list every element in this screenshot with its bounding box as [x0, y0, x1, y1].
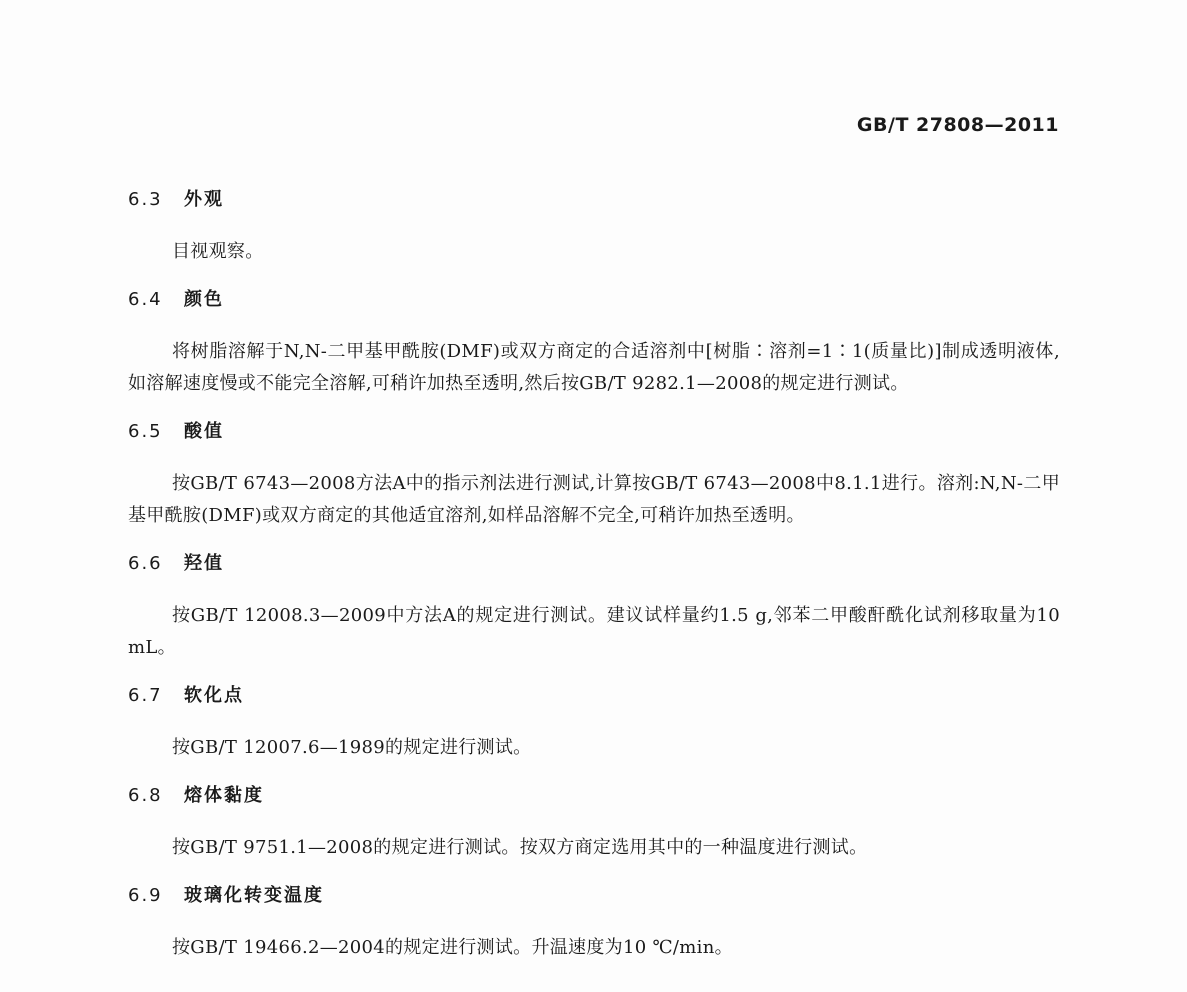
section-paragraph: 按GB/T 19466.2—2004的规定进行测试。升温速度为10 ℃/min。 [172, 937, 733, 958]
section-title: 羟值 [184, 553, 224, 574]
section-heading-6-7 [128, 682, 1060, 710]
section-title: 外观 [184, 189, 224, 210]
section-heading-6-4 [128, 286, 1060, 314]
section-title: 颜色 [184, 289, 224, 310]
section-number: 6.4 [128, 289, 163, 310]
section-title: 软化点 [184, 685, 244, 706]
section-number: 6.9 [128, 885, 163, 906]
section-paragraph: 按GB/T 9751.1—2008的规定进行测试。按双方商定选用其中的一种温度进行测试。 [172, 837, 868, 858]
section-heading-6-5 [128, 418, 1060, 446]
section-paragraph: 按GB/T 12007.6—1989的规定进行测试。 [172, 737, 532, 758]
section-number: 6.5 [128, 421, 163, 442]
section-number: 6.7 [128, 685, 163, 706]
section-heading-6-8 [128, 782, 1060, 810]
section-title: 熔体黏度 [184, 785, 264, 806]
section-paragraph: 按GB/T 6743—2008方法A中的指示剂法进行测试,计算按GB/T 6743—2008中8.1.1进行。溶剂:N,N-二甲基甲酰胺(DMF)或双方商定的其他适宜溶剂,如样品溶解不完全,可稍许加热至透明。 [128, 473, 1060, 526]
section-heading-6-6 [128, 550, 1060, 578]
section-heading-6-9 [128, 882, 1060, 910]
section-number: 6.6 [128, 553, 163, 574]
section-paragraph: 按GB/T 12008.3—2009中方法A的规定进行测试。建议试样量约1.5 g,邻苯二甲酸酐酰化试剂移取量为10 mL。 [128, 605, 1060, 658]
document-body [128, 186, 1060, 964]
section-heading-6-3 [128, 186, 1060, 214]
section-number: 6.8 [128, 785, 163, 806]
section-title: 酸值 [184, 421, 224, 442]
standard-number-header: GB/T 27808—2011 [856, 114, 1059, 136]
section-paragraph: 目视观察。 [172, 241, 264, 262]
section-paragraph: 将树脂溶解于N,N-二甲基甲酰胺(DMF)或双方商定的合适溶剂中[树脂∶溶剂=1∶1(质量比)]制成透明液体,如溶解速度慢或不能完全溶解,可稍许加热至透明,然后按GB/T 9282.1—2008的规定进行测试。 [128, 341, 1060, 394]
section-number: 6.3 [128, 189, 163, 210]
section-title: 玻璃化转变温度 [184, 885, 324, 906]
